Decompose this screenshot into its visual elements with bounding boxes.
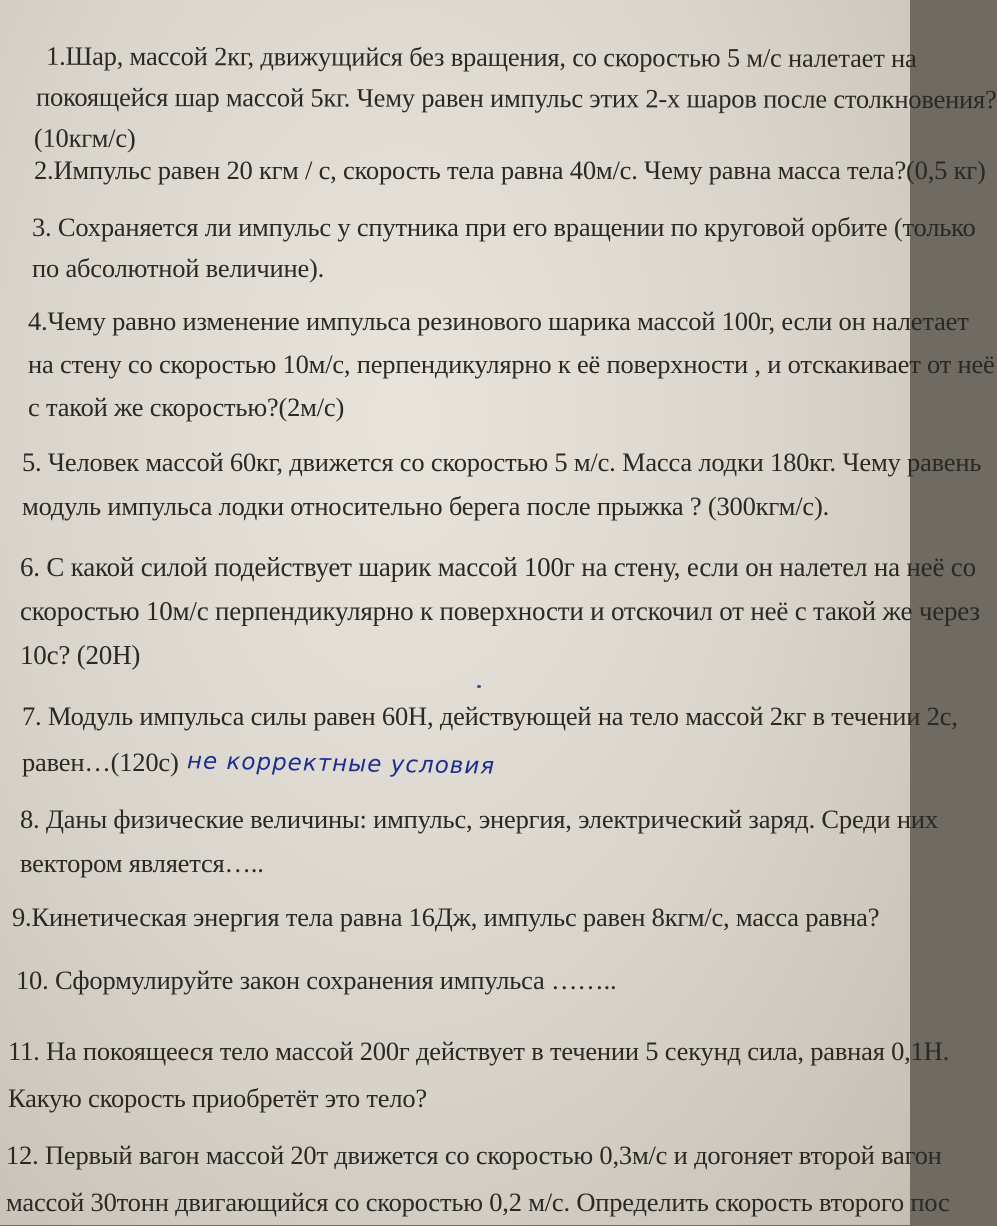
problem-5-line-1: 5. Человек массой 60кг, движется со скоростью 5 м/с. Масса лодки 180кг. Чему равень [22, 447, 982, 477]
problem-10 [16, 960, 616, 1001]
problem-11-line-2: Какую скорость приобретёт это тело? [8, 1083, 427, 1113]
problem-12-line-2: массой 30тонн двигающийся со скоростью 0,2 м/с. Определить скорость второго пос [6, 1187, 950, 1217]
problem-4 [28, 300, 995, 429]
handwritten-note: не корректные условия [186, 748, 495, 780]
problem-8-line-2: вектором является….. [20, 848, 264, 878]
problem-6-line-1: 6. С какой силой подействует шарик массой 100г на стену, если он налетел на неё со [20, 552, 976, 582]
problem-1-line-1: 1.Шар, массой 2кг, движущийся без вращения, со скоростью 5 м/с налетает на [46, 40, 917, 74]
pen-mark [477, 685, 481, 688]
page-title [50, 0, 563, 1]
problem-7-line-1: 7. Модуль импульса силы равен 60Н, действующей на тело массой 2кг в течении 2с, [22, 701, 958, 731]
problem-7 [22, 693, 958, 787]
problem-5-line-2: модуль импульса лодки относительно берега после прыжка ? (300кгм/с). [22, 491, 829, 521]
problem-1 [33, 36, 997, 161]
problem-5 [22, 440, 981, 528]
problem-7-line-2-text: равен…(120с) [22, 747, 179, 777]
problem-4-line-1: 4.Чему равно изменение импульса резинового шарика массой 100г, если он налетает [28, 306, 969, 336]
problem-6 [20, 545, 980, 677]
problem-4-line-3: с такой же скоростью?(2м/с) [28, 392, 345, 422]
problem-6-line-3: 10с? (20Н) [20, 640, 141, 670]
problem-3 [32, 207, 976, 289]
problem-1-line-2: покоящейся шар массой 5кг. Чему равен импульс этих 2-х шаров после столкновения? [35, 81, 997, 115]
problem-8-line-1: 8. Даны физические величины: импульс, энергия, электрический заряд. Среди них [20, 804, 938, 834]
problem-4-line-2: на стену со скоростью 10м/с, перпендикулярно к её поверхности , и отскакивает от неё [28, 349, 995, 379]
problem-9-line-1: 9.Кинетическая энергия тела равна 16Дж, импульс равен 8кгм/с, масса равна? [12, 902, 880, 932]
problem-6-line-2: скоростью 10м/с перпендикулярно к поверхности и отскочил от неё с такой же через [20, 596, 980, 626]
problem-12-line-1: 12. Первый вагон массой 20т движется со скоростью 0,3м/с и догоняет второй вагон [6, 1140, 942, 1170]
problem-1-line-3: (10кгм/с) [33, 122, 136, 153]
problem-9 [12, 897, 879, 938]
problem-2-line-1: 2.Импульс равен 20 кгм / с, скорость тела равна 40м/с. Чему равна масса тела?(0,5 кг) [34, 155, 986, 185]
problem-7-line-2 [22, 739, 958, 787]
problem-10-line-1: 10. Сформулируйте закон сохранения импульса …….. [16, 965, 617, 995]
problem-8 [20, 797, 938, 885]
problem-2 [34, 150, 986, 191]
problem-11 [8, 1028, 949, 1122]
problem-11-line-1: 11. На покоящееся тело массой 200г действует в течении 5 секунд сила, равная 0,1Н. [8, 1036, 950, 1066]
problem-12 [6, 1132, 950, 1226]
problem-3-line-2: по абсолютной величине). [32, 253, 325, 283]
problem-3-line-1: 3. Сохраняется ли импульс у спутника при его вращении по круговой орбите (только [32, 212, 976, 242]
